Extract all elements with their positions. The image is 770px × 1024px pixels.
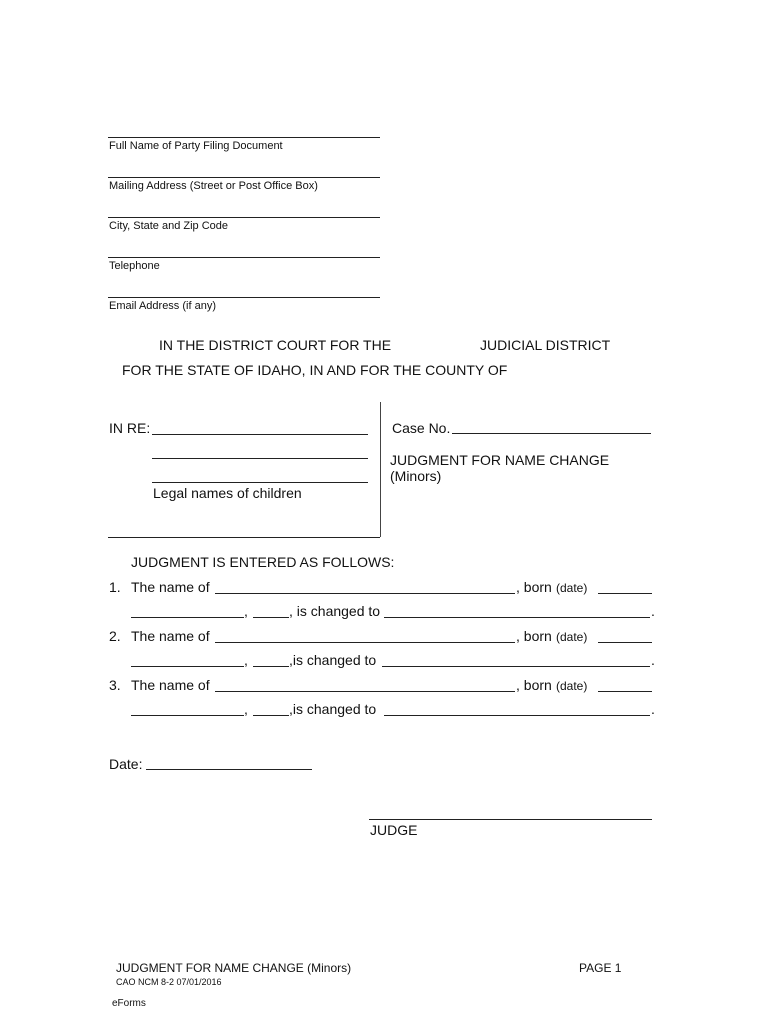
case-no-line[interactable] bbox=[452, 433, 651, 434]
born-label: , born bbox=[516, 677, 552, 693]
birth-date-continued-line[interactable] bbox=[131, 666, 244, 667]
current-name-line[interactable] bbox=[215, 642, 515, 643]
in-re-label: IN RE: bbox=[109, 420, 151, 436]
mailing-address-line[interactable] bbox=[108, 177, 380, 178]
current-name-line[interactable] bbox=[215, 691, 515, 692]
legal-names-label: Legal names of children bbox=[153, 485, 302, 501]
changed-to-label: ,is changed to bbox=[289, 652, 377, 668]
telephone-line[interactable] bbox=[108, 257, 380, 258]
footer-title: JUDGMENT FOR NAME CHANGE (Minors) bbox=[116, 961, 352, 975]
comma-separator: , bbox=[244, 603, 248, 619]
email-line[interactable] bbox=[108, 297, 380, 298]
document-title: JUDGMENT FOR NAME CHANGE bbox=[390, 452, 610, 468]
footer-form-code: CAO NCM 8-2 07/01/2016 bbox=[116, 977, 222, 987]
current-name-line[interactable] bbox=[215, 593, 515, 594]
caption-divider bbox=[380, 402, 381, 537]
born-label: , born bbox=[516, 628, 552, 644]
birth-year-line[interactable] bbox=[253, 715, 289, 716]
new-name-line[interactable] bbox=[384, 617, 650, 618]
date-label: (date) bbox=[556, 581, 588, 595]
comma-separator: , bbox=[244, 701, 248, 717]
new-name-line[interactable] bbox=[382, 666, 650, 667]
full-name-label: Full Name of Party Filing Document bbox=[109, 140, 283, 152]
new-name-line[interactable] bbox=[384, 715, 650, 716]
date-label: (date) bbox=[556, 630, 588, 644]
court-heading-county: FOR THE STATE OF IDAHO, IN AND FOR THE COUNTY OF bbox=[122, 362, 508, 378]
case-no-label: Case No. bbox=[392, 420, 451, 436]
period: . bbox=[651, 603, 655, 619]
item-number: 3. bbox=[109, 677, 121, 693]
judgment-heading: JUDGMENT IS ENTERED AS FOLLOWS: bbox=[131, 554, 395, 570]
born-label: , born bbox=[516, 579, 552, 595]
footer-eforms: eForms bbox=[112, 998, 146, 1009]
birth-date-continued-line[interactable] bbox=[131, 715, 244, 716]
birth-date-line[interactable] bbox=[598, 691, 652, 692]
name-of-label: The name of bbox=[131, 628, 210, 644]
birth-date-continued-line[interactable] bbox=[131, 617, 244, 618]
changed-to-label: ,is changed to bbox=[289, 701, 377, 717]
email-label: Email Address (if any) bbox=[109, 300, 216, 312]
city-state-zip-line[interactable] bbox=[108, 217, 380, 218]
mailing-address-label: Mailing Address (Street or Post Office Box) bbox=[109, 180, 318, 192]
child-name-line-2[interactable] bbox=[152, 458, 368, 459]
footer-page-number: PAGE 1 bbox=[579, 961, 622, 975]
child-name-line-1[interactable] bbox=[152, 434, 368, 435]
name-of-label: The name of bbox=[131, 579, 210, 595]
item-number: 2. bbox=[109, 628, 121, 644]
full-name-line[interactable] bbox=[108, 137, 380, 138]
court-heading-left: IN THE DISTRICT COURT FOR THE bbox=[159, 337, 392, 353]
comma-separator: , bbox=[244, 652, 248, 668]
judge-signature-line[interactable] bbox=[369, 819, 652, 820]
period: . bbox=[651, 701, 655, 717]
city-state-zip-label: City, State and Zip Code bbox=[109, 220, 229, 232]
changed-to-label: , is changed to bbox=[289, 603, 381, 619]
date-field-label: Date: bbox=[109, 756, 143, 772]
telephone-label: Telephone bbox=[109, 260, 160, 272]
birth-year-line[interactable] bbox=[253, 666, 289, 667]
date-field-line[interactable] bbox=[146, 769, 312, 770]
court-heading-right: JUDICIAL DISTRICT bbox=[480, 337, 611, 353]
caption-bottom-rule bbox=[108, 537, 380, 538]
name-of-label: The name of bbox=[131, 677, 210, 693]
judge-label: JUDGE bbox=[370, 822, 418, 838]
birth-date-line[interactable] bbox=[598, 642, 652, 643]
item-number: 1. bbox=[109, 579, 121, 595]
date-label: (date) bbox=[556, 679, 588, 693]
birth-date-line[interactable] bbox=[598, 593, 652, 594]
document-subtitle: (Minors) bbox=[390, 468, 442, 484]
period: . bbox=[651, 652, 655, 668]
birth-year-line[interactable] bbox=[253, 617, 289, 618]
child-name-line-3[interactable] bbox=[152, 482, 368, 483]
